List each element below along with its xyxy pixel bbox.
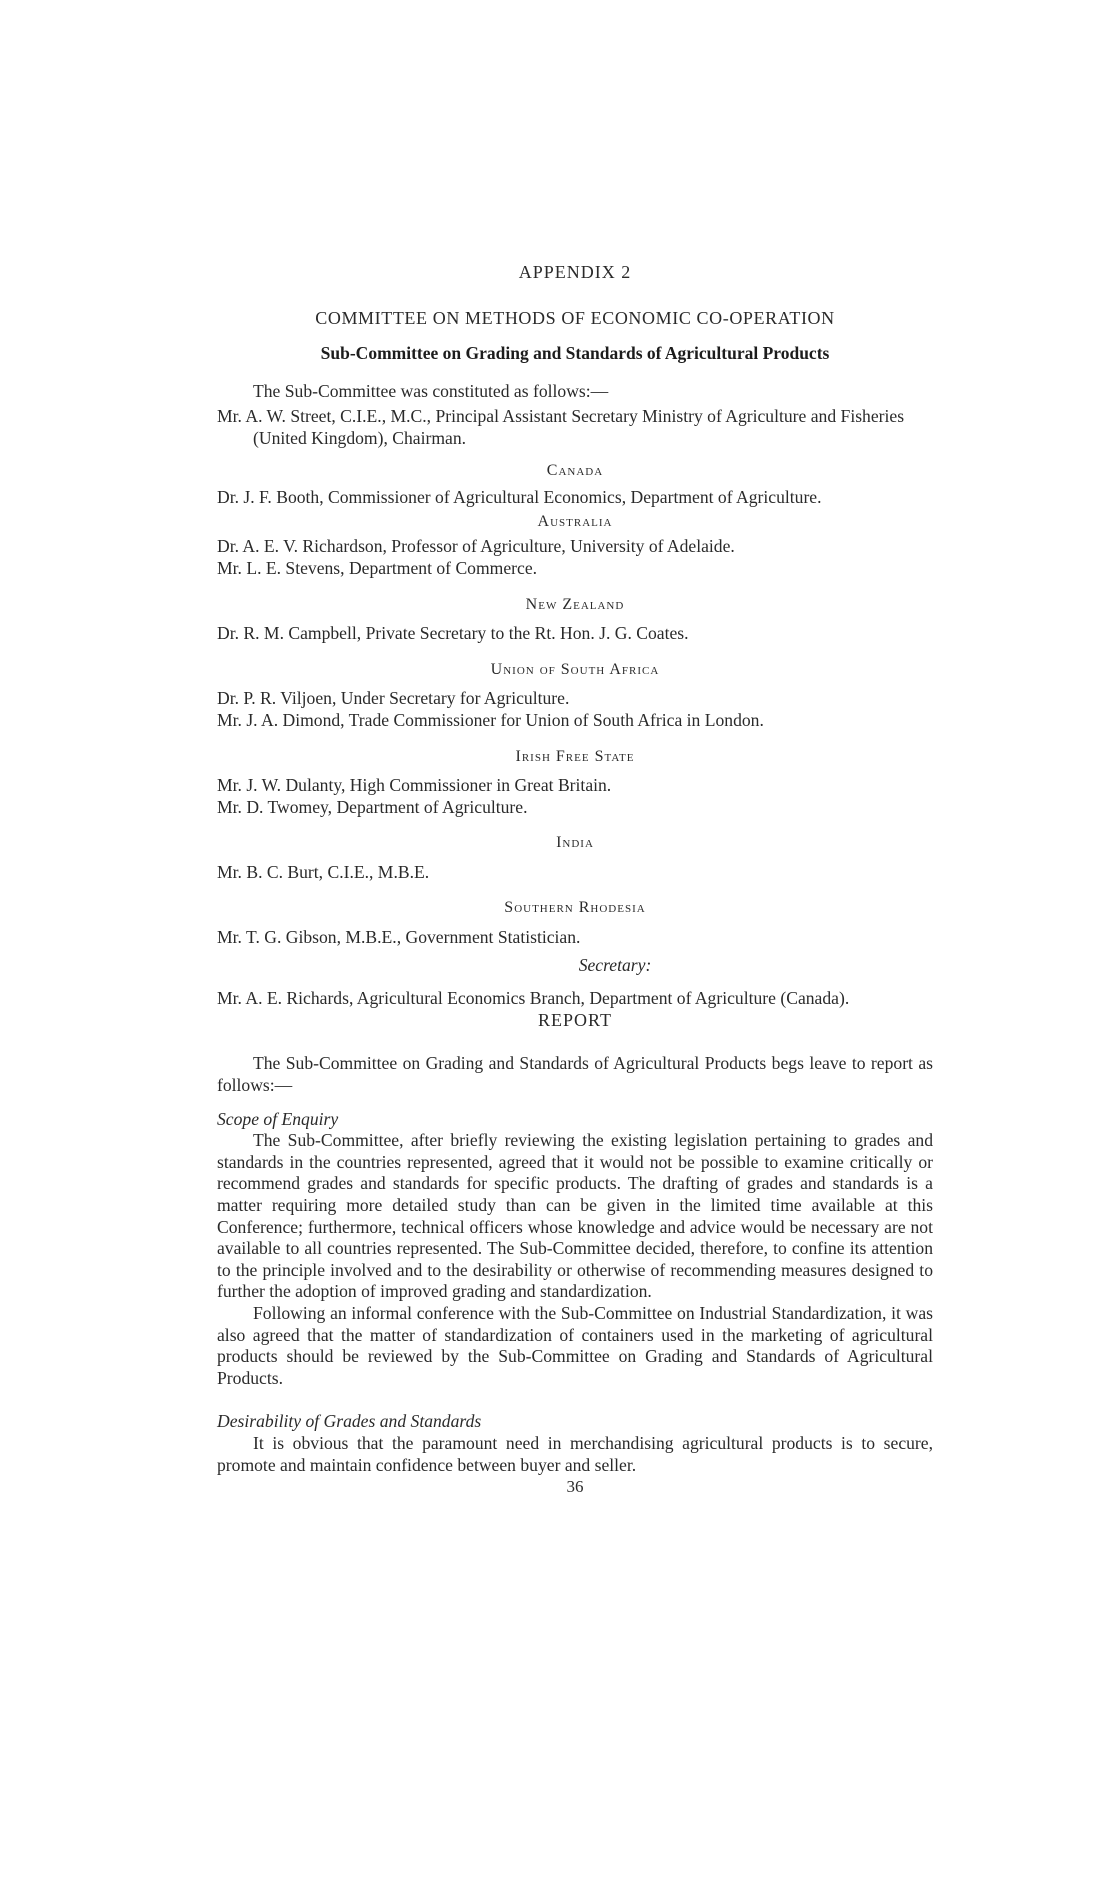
member-entry: Mr. L. E. Stevens, Department of Commerce. — [217, 557, 538, 578]
member-entry: Mr. D. Twomey, Department of Agriculture. — [217, 796, 528, 817]
body-paragraph: It is obvious that the paramount need in merchandising agricultural products is to secure, promote and maintain confidence between buyer and seller. — [217, 1432, 933, 1475]
country-heading-canada: Canada — [546, 461, 604, 479]
constitution-intro: The Sub-Committee was constituted as follows:— — [253, 380, 609, 401]
secretary-label: Secretary: — [578, 954, 652, 975]
member-entry: Mr. T. G. Gibson, M.B.E., Government Statistician. — [217, 927, 581, 948]
chairman-entry: Mr. A. W. Street, C.I.E., M.C., Principal Assistant Secretary Ministry of Agriculture and Fisheries (United Kingdom), Chairman. — [217, 406, 905, 448]
member-entry: Mr. J. A. Dimond, Trade Commissioner for Union of South Africa in London. — [217, 709, 764, 730]
country-heading-southern-rhodesia: Southern Rhodesia — [504, 899, 646, 917]
member-entry: Dr. A. E. V. Richardson, Professor of Agriculture, University of Adelaide. — [217, 536, 735, 557]
member-entry: Mr. B. C. Burt, C.I.E., M.B.E. — [217, 861, 430, 882]
report-intro: The Sub-Committee on Grading and Standards of Agricultural Products begs leave to report as follows:— — [217, 1053, 933, 1096]
section-heading-scope: Scope of Enquiry — [217, 1108, 339, 1129]
document-page — [217, 262, 933, 1498]
secretary-entry: Mr. A. E. Richards, Agricultural Economics Branch, Department of Agriculture (Canada). — [217, 988, 850, 1009]
report-title: REPORT — [538, 1009, 612, 1030]
section-heading-desirability: Desirability of Grades and Standards — [217, 1411, 482, 1432]
appendix-title: APPENDIX 2 — [518, 262, 632, 282]
member-entry: Dr. J. F. Booth, Commissioner of Agricultural Economics, Department of Agriculture. — [217, 487, 822, 508]
member-entry: Dr. R. M. Campbell, Private Secretary to the Rt. Hon. J. G. Coates. — [217, 623, 689, 644]
member-entry: Dr. P. R. Viljoen, Under Secretary for Agriculture. — [217, 688, 570, 709]
country-heading-new-zealand: New Zealand — [525, 595, 625, 613]
country-heading-irish-free-state: Irish Free State — [515, 747, 635, 765]
page-number: 36 — [566, 1477, 584, 1497]
body-paragraph: The Sub-Committee, after briefly reviewing the existing legislation pertaining to grades and standards in the countries represented, agreed that it would not be possible to examine critically or recommend grades and standards for specific products. The drafting of grades and standards is a matter requiring more detailed study than can be given in the limited time available at this Conference; furthermore, technical officers whose knowledge and advice would be necessary are not available to all countries represented. The Sub-Committee decided, therefore, to confine its attention to the principle involved and to the desirability or otherwise of recommending measures designed to further the adoption of improved grading and standardization. — [217, 1130, 933, 1302]
country-heading-india: India — [556, 834, 594, 852]
country-heading-south-africa: Union of South Africa — [490, 660, 660, 678]
country-heading-australia: Australia — [537, 512, 613, 530]
body-paragraph: Following an informal conference with the Sub-Committee on Industrial Standardization, it was also agreed that the matter of standardization of containers used in the marketing of agricultural products should be reviewed by the Sub-Committee on Grading and Standards of Agricultural Products. — [217, 1302, 933, 1388]
member-entry: Mr. J. W. Dulanty, High Commissioner in Great Britain. — [217, 775, 612, 796]
committee-title: COMMITTEE ON METHODS OF ECONOMIC CO-OPERATION — [315, 307, 835, 328]
subcommittee-title: Sub-Committee on Grading and Standards of Agricultural Products — [320, 343, 830, 364]
